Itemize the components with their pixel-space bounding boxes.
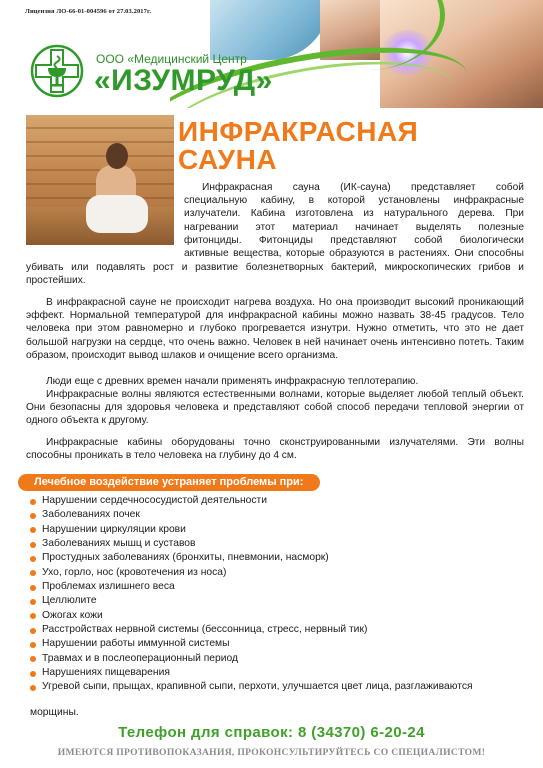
paragraph-emitters: Инфракрасные кабины оборудованы точно сконструированными излучателями. Эти волны способны проникать в тело человека на глубину до 4 см.: [26, 437, 524, 462]
bullet-dot-icon: [30, 542, 36, 548]
list-item-label: Травмах и в послеоперационный период: [42, 652, 238, 664]
bullet-dot-icon: [30, 513, 36, 519]
bullet-dot-icon: [30, 570, 36, 576]
intro-line: нагревании этот материал начинает выделять полезные: [184, 221, 524, 233]
intro-paragraph-narrow: [184, 181, 524, 260]
bullet-dot-icon: [30, 527, 36, 533]
paragraph-natural-waves: Инфракрасные волны являются естественными волнами, которые выделяет любой теплый объект. Они безопасны для здоровья человека и представляют собой способ передачи тепловой энергии от одного объекта к другому.: [26, 389, 524, 427]
list-item-label: Заболеваниях почек: [42, 509, 140, 521]
list-item: [30, 652, 530, 666]
bullet-dot-icon: [30, 613, 36, 619]
intro-line: фитонциды. Фитонциды представляют собой биологически: [184, 234, 524, 246]
page-title: [178, 118, 418, 174]
list-item-continuation: морщины.: [30, 707, 79, 718]
company-prefix: ООО «Медицинский Центр: [96, 52, 247, 66]
bullet-dot-icon: [30, 556, 36, 562]
intro-line: излучатели. Кабина изготовлена из натурального дерева. При: [184, 208, 524, 220]
list-item: [30, 537, 530, 551]
company-name: «ИЗУМРУД»: [94, 64, 273, 97]
list-item: [30, 523, 530, 537]
bullet-dot-icon: [30, 599, 36, 605]
list-item-label: Проблемах излишнего веса: [42, 581, 175, 593]
list-item-label: Нарушении работы иммунной системы: [42, 638, 230, 650]
list-item-label: Нарушении циркуляции крови: [42, 523, 186, 535]
list-item-label: Простудных заболеваниях (бронхиты, пневмонии, насморк): [42, 552, 329, 564]
bullet-dot-icon: [30, 585, 36, 591]
list-item: [30, 623, 530, 637]
bullet-dot-icon: [30, 499, 36, 505]
bullet-dot-icon: [30, 685, 36, 691]
license-text: Лицензия ЛО-66-01-004596 от 27.03.2017г.: [25, 8, 152, 15]
phone-contact: Телефон для справок: 8 (34370) 6-20-24: [118, 724, 425, 741]
list-item-label: Целлюлите: [42, 595, 97, 607]
intro-line: Инфракрасная сауна (ИК-сауна) представляет собой: [202, 182, 524, 193]
sauna-photo: [26, 115, 174, 245]
list-item: [30, 551, 530, 565]
list-item: [30, 508, 530, 522]
treatment-heading: Лечебное воздействие устраняет проблемы при:: [18, 474, 320, 491]
list-item-label: Расстройствах нервной системы (бессонница, стресс, нервный тик): [42, 624, 368, 636]
list-item: [30, 680, 530, 694]
list-item-label: Заболеваниях мышц и суставов: [42, 538, 196, 550]
bullet-dot-icon: [30, 656, 36, 662]
treatment-list: [30, 494, 530, 695]
list-item: [30, 580, 530, 594]
list-item: [30, 666, 530, 680]
list-item-label: Ухо, горло, нос (кровотечения из носа): [42, 566, 227, 578]
list-item: [30, 594, 530, 608]
bullet-dot-icon: [30, 628, 36, 634]
list-item: [30, 566, 530, 580]
paragraph-history: Люди еще с древних времен начали применять инфракрасную теплотерапию.: [46, 376, 419, 387]
bullet-dot-icon: [30, 671, 36, 677]
contraindication-warning: ИМЕЮТСЯ ПРОТИВОПОКАЗАНИЯ, ПРОКОНСУЛЬТИРУЙТЕСЬ СО СПЕЦИАЛИСТОМ!: [57, 747, 486, 758]
title-line-1: ИНФРАКРАСНАЯ: [178, 116, 419, 147]
list-item: [30, 637, 530, 651]
list-item-label: Нарушениях пищеварения: [42, 667, 170, 679]
intro-paragraph-full: убивать или подавлять рост и развитие болезнетворных бактерий, микроскопических грибов и простейших.: [26, 262, 524, 287]
list-item-label: Угревой сыпи, прыщах, крапивной сыпи, перхоти, улучшается цвет лица, разглаживаются: [42, 681, 473, 693]
intro-line: активные вещества, которые образуются в растениях. Они способны: [184, 248, 524, 260]
list-item-label: Нарушении сердечнососудистой деятельности: [42, 495, 267, 506]
list-item: [30, 494, 530, 508]
list-item-label: Ожогах кожи: [42, 609, 103, 621]
title-line-2: САУНА: [178, 144, 278, 175]
list-item: [30, 609, 530, 623]
intro-line: специальную кабину, в которой установлены инфракрасные: [184, 195, 524, 207]
clinic-logo-icon: [30, 44, 84, 98]
paragraph-air-heating: В инфракрасной сауне не происходит нагрева воздуха. Но она производит высокий проникающий эффект. Нормальной температурой для инфракрасной кабины можно назвать 38-45 градусов. Тело человека при этом равномерно и глубоко прогревается изнутри. Нужно отметить, что это не дает большой нагрузки на сердце, что очень важно. Человек в ней начинает очень интенсивно потеть. Таким образом, происходит вывод шлаков и очищение всего организма.: [26, 297, 524, 361]
bullet-dot-icon: [30, 642, 36, 648]
